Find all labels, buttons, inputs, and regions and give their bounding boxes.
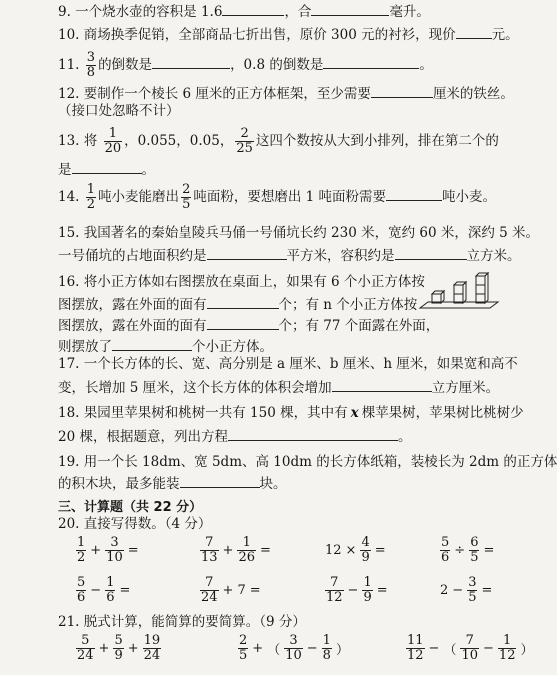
q14-text: 吨小麦。 [442,189,497,205]
numerator: 1 [77,535,86,550]
numerator: 3 [468,575,477,590]
denominator: 24 [143,648,161,663]
expression [74,634,163,663]
numerator: 2 [235,127,254,142]
expression [74,536,141,565]
answer-blank[interactable] [371,84,433,98]
numerator: 2 [239,633,248,648]
question-13-cont [58,160,155,178]
numerator: 3 [105,536,124,551]
answer-blank[interactable] [112,337,192,351]
q13-text: 13. 将 [58,133,98,149]
q16-text: 个；有 77 个面露在外面， [278,318,440,334]
math-operator: + [252,641,264,656]
math-operator: ） [335,643,349,658]
math-operator: + [90,543,102,558]
math-operator: = [483,543,495,558]
numerator: 1 [498,634,517,649]
expression [438,536,496,565]
fraction [105,536,124,565]
denominator: 2 [86,197,96,212]
q18-text: 棵苹果树，苹果树比桃树少 [361,405,524,421]
numerator: 4 [361,535,370,550]
numerator: 19 [143,633,161,648]
fraction [440,536,450,565]
denominator: 10 [461,648,479,663]
section-title: 三、计算题（共 22 分） [58,500,203,515]
denominator: 24 [77,648,94,663]
math-operator: 2 [440,583,449,598]
question-11 [58,48,433,82]
math-operator: − [306,641,318,656]
q12-text: 12. 要制作一个棱长 6 厘米的正方体框架，至少需要 [58,86,371,102]
q18-text: 20 棵，根据题意，列出方程 [58,429,228,445]
denominator: 5 [470,550,479,565]
fraction [113,634,123,663]
math-operator: − [452,583,464,598]
question-18 [58,405,524,421]
denominator: 12 [407,648,424,663]
denominator: 25 [236,141,253,156]
numerator: 6 [470,535,479,550]
fraction [76,536,86,565]
math-operator: = [260,543,271,558]
denominator: 26 [238,550,255,565]
numerator: 7 [200,576,219,591]
question-16-cont [58,337,273,355]
answer-blank[interactable] [311,2,389,16]
math-operator: + [98,641,110,656]
numerator: 1 [104,127,123,142]
numerator: 7 [325,576,344,591]
denominator: 20 [104,141,122,156]
question-21-title: 21. 脱式计算，能简算的要简算。（9 分） [58,614,306,630]
question-14 [58,180,496,214]
q13-text: 这四个数按从大到小排列，排在第二个的 [255,133,499,149]
q10-text: 元。 [491,27,519,43]
fraction [237,536,256,565]
q16-text: 个小正方体。 [192,339,273,355]
q18-text: 18. 果园里苹果树和桃树一共有 150 棵，其中有 [58,405,348,421]
fraction [322,634,332,663]
q13-text: ，0.055，0.05， [124,133,234,149]
q19-text: 19. 用一个长 18dm、宽 5dm、高 10dm 的长方体纸箱，装棱长为 2dm 的正方体 [58,454,557,470]
expression [198,576,263,605]
answer-blank[interactable] [207,295,279,309]
question-19 [58,454,557,470]
math-operator: = [127,543,139,558]
fraction [469,536,479,565]
q14-text: 14. [58,189,80,205]
q17-text: 立方厘米。 [431,380,500,396]
math-operator: = [119,583,131,598]
fraction [467,576,477,605]
denominator: 9 [361,550,370,565]
q16-text: 图摆放，露在外面的面有 [58,318,207,334]
q12-note: （接口处忽略不计） [58,103,180,119]
fraction [325,576,344,605]
q10-text: 10. 商场换季促销，全部商品七折出售，原价 300 元的衬衫，现价 [58,27,456,43]
expression [323,576,390,605]
numerator: 3 [284,634,303,649]
fraction [143,634,162,663]
expression [236,634,351,663]
math-operator: = [249,583,261,598]
denominator: 5 [468,590,477,605]
denominator: 13 [201,550,218,565]
denominator: 9 [114,648,123,663]
fraction [498,634,517,663]
answer-blank[interactable] [72,160,142,174]
denominator: 6 [77,590,86,605]
fraction [200,536,219,565]
math-operator: （ [267,643,281,658]
denominator: 8 [86,65,96,80]
numerator: 1 [86,182,96,197]
math-operator: （ [443,643,457,658]
math-operator: = [376,583,388,598]
numerator: 1 [363,575,372,590]
math-operator: 7 [237,583,246,598]
q15-text: 一号俑坑的占地面积约是 [58,248,207,264]
math-operator: × [345,543,357,558]
q18-text: 。 [397,429,412,445]
answer-blank[interactable] [207,316,279,330]
q17-text: 变，长增加 5 厘米，这个长方体的体积会增加 [58,380,332,396]
math-operator: + [222,543,234,558]
question-12 [58,84,514,102]
q15-text: 立方米。 [466,248,521,264]
denominator: 6 [106,590,115,605]
answer-blank[interactable] [456,25,492,39]
numerator: 7 [200,536,219,551]
fraction [76,576,86,605]
fraction [406,634,425,663]
q15-text: 15. 我国著名的秦始皇陵兵马俑一号俑坑长约 230 米，宽约 60 米，深约 5 米。 [58,225,540,241]
expression [198,536,273,565]
q14-text: 吨小麦能磨出 [98,189,180,205]
numerator: 5 [441,535,450,550]
fraction [235,127,254,156]
math-operator: − [347,583,359,598]
numerator: 2 [182,182,191,197]
answer-blank[interactable] [207,246,287,260]
fraction [360,536,370,565]
denominator: 2 [77,550,86,565]
q17-text: 17. 一个长方体的长、宽、高分别是 a 厘米、b 厘米、h 厘米，如果宽和高不 [58,356,518,372]
fraction [238,634,248,663]
q11-text: 的倒数是 [98,57,153,73]
denominator: 12 [498,648,516,663]
fraction [76,634,95,663]
denominator: 5 [239,648,248,663]
math-operator: + [127,641,139,656]
question-16-cont [58,316,439,334]
fraction [104,127,123,156]
numerator: 3 [86,50,96,65]
question-12-note [58,103,180,119]
answer-blank[interactable] [228,427,398,441]
variable-x: x [350,405,359,421]
q16-text: 16. 将小正方体如右图摆放在桌面上，如果有 6 个小正方体按 [58,274,425,290]
q19-text: 的积木块，最多能装 [58,476,180,492]
denominator: 9 [363,590,372,605]
denominator: 24 [201,590,218,605]
q11-text: 11. [58,57,80,73]
q12-text: 厘米的铁丝。 [432,86,514,102]
cube-side [463,282,466,303]
answer-blank[interactable] [395,246,467,260]
q9-text: 毫升。 [389,4,430,20]
numerator: 7 [460,634,479,649]
cube-side [441,291,444,303]
question-19-cont [58,474,287,492]
cube [476,276,485,303]
question-16-cont [58,295,417,313]
denominator: 6 [441,550,450,565]
q11-text: ，0.8 的倒数是 [230,57,324,73]
math-operator: = [481,583,493,598]
math-operator: − [428,641,440,656]
denominator: 10 [106,550,123,565]
math-operator: = [374,543,386,558]
q9-text: 9. 一个烧水壶的容积是 1.6 [58,4,223,20]
denominator: 12 [326,590,343,605]
q9-text: ，合 [284,4,312,20]
expression [438,576,494,605]
question-15 [58,225,539,241]
answer-blank[interactable] [180,474,260,488]
math-operator: ） [520,643,534,658]
question-17-cont [58,378,499,396]
q14-text: 吨面粉，要想磨出 1 吨面粉需要 [193,189,387,205]
denominator: 8 [322,648,331,663]
answer-blank[interactable] [386,187,442,201]
fraction [460,634,479,663]
question-9 [58,2,430,20]
q13-text: 是 [58,162,72,178]
numerator: 1 [322,633,331,648]
q15-text: 平方米，容积约是 [286,248,395,264]
numerator: 5 [77,575,86,590]
question-20-title: 20. 直接写得数。（4 分） [58,516,212,532]
cube-side [485,273,488,303]
answer-blank[interactable] [222,2,284,16]
expression [323,536,388,565]
question-10 [58,25,519,43]
q19-text: 块。 [259,476,287,492]
q13-text: 。 [141,162,155,178]
fraction [181,183,191,212]
math-operator: ÷ [454,543,466,558]
q16-text: 则摆放了 [58,339,112,355]
fraction [284,634,303,663]
answer-blank[interactable] [323,55,419,69]
question-17 [58,356,518,372]
fraction [362,576,372,605]
question-15-cont [58,246,521,264]
math-operator: + [222,583,234,598]
question-13 [58,124,499,158]
fraction [86,183,96,212]
question-18-cont [58,427,411,445]
q16-text: 图摆放，露在外面的面有 [58,297,207,313]
numerator: 5 [76,634,95,649]
q11-text: 。 [419,57,433,73]
math-operator: − [90,583,102,598]
numerator: 1 [237,536,256,551]
question-16 [58,274,425,290]
math-operator: 12 [325,543,342,558]
fraction [86,51,96,80]
expression [404,634,535,663]
math-operator: − [483,641,494,656]
numerator: 5 [114,633,123,648]
numerator: 1 [106,575,115,590]
fraction [200,576,219,605]
denominator: 5 [182,197,191,212]
answer-blank[interactable] [152,55,230,69]
fraction [105,576,115,605]
answer-blank[interactable] [332,378,432,392]
expression [74,576,132,605]
cube-stack-figure [418,272,500,310]
denominator: 10 [285,648,302,663]
numerator: 11 [407,633,424,648]
q16-text: 个；有 n 个小正方体按 [278,297,418,313]
